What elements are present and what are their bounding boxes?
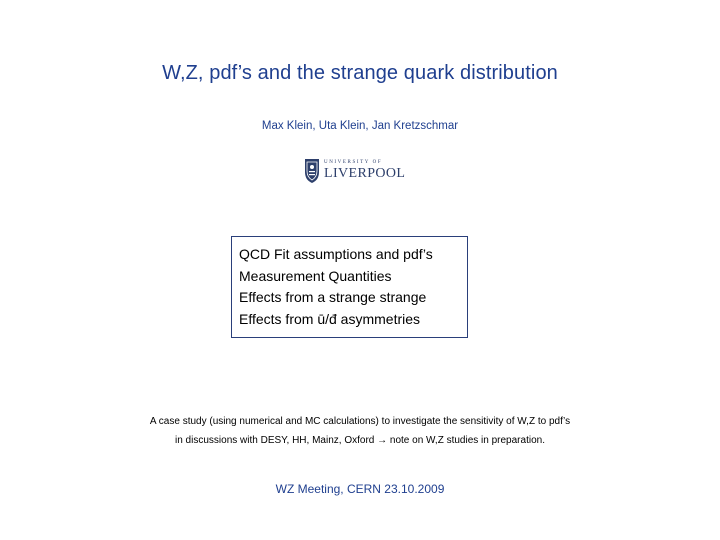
topic-item: Effects from a strange strange — [239, 289, 427, 305]
authors: Max Klein, Uta Klein, Jan Kretzschmar — [261, 120, 459, 132]
case-study-text — [0, 412, 720, 450]
topics-box — [231, 236, 468, 338]
meeting-footer: WZ Meeting, CERN 23.10.2009 — [275, 482, 445, 496]
case-study-line: in discussions with DESY, HH, Mainz, Oxford → note on W,Z studies in preparation. — [175, 435, 545, 446]
university-logo — [304, 157, 406, 189]
topic-item: Effects from ū/đ asymmetries — [239, 310, 421, 327]
slide-title: W,Z, pdf’s and the strange quark distribution — [162, 62, 558, 84]
logo-university-of: UNIVERSITY OF — [324, 160, 383, 165]
university-crest-icon — [304, 158, 320, 184]
topic-item: QCD Fit assumptions and pdf’s — [239, 246, 433, 262]
logo-liverpool: LIVERPOOL — [324, 166, 406, 181]
case-study-line: A case study (using numerical and MC calculations) to investigate the sensitivity of W,Z to pdf’s — [149, 416, 571, 427]
topic-item: Measurement Quantities — [239, 267, 392, 284]
